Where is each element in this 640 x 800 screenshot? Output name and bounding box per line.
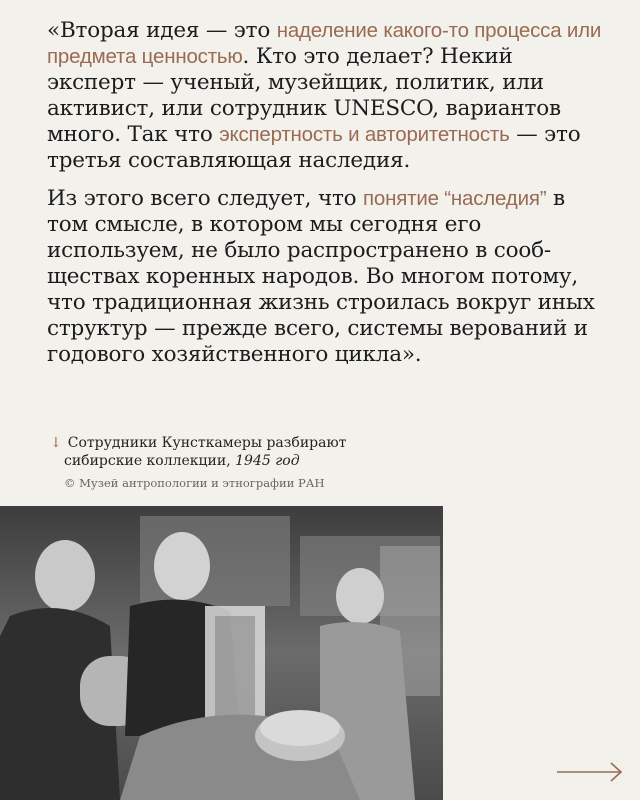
highlight-text: экспертность и авторитетность <box>219 123 510 146</box>
paragraph-2 <box>47 186 607 368</box>
photo-caption <box>50 434 470 492</box>
caption-line-1 <box>50 434 470 452</box>
article-text <box>47 18 607 380</box>
paragraph-text: Из этого всего следует, что <box>47 186 364 211</box>
arrow-right-icon[interactable] <box>555 760 625 784</box>
highlight-text: понятие “наследия” <box>363 187 547 210</box>
highlight-text: наделение какого-то процесса или предмета ценностью <box>47 19 602 68</box>
paragraph-text: «Вторая идея — это <box>47 18 277 43</box>
caption-line-2 <box>50 452 470 470</box>
caption-year: 1945 год <box>235 453 300 469</box>
archival-photo <box>0 506 443 800</box>
paragraph-1 <box>47 18 607 174</box>
paragraph-text: в том смысле, в котором мы сегодня его используем, не было распространено в сообществах коренных народов. Во многом потому, что традиционная жизнь строилась вокруг иных структур — прежде всего, системы верований и годового хозяйственного цикла». <box>47 186 595 367</box>
arrow-down-icon: ↓ <box>50 435 62 451</box>
paragraph-text: . Кто это делает? Некий эксперт — ученый, музейщик, политик, или активист, или сотрудник UNESCO, вариантов много. Так что <box>47 44 561 147</box>
caption-text: сибирские коллекции, <box>64 453 236 469</box>
photo-illustration <box>0 506 443 800</box>
paragraph-text: — это третья составляющая наследия. <box>47 122 581 173</box>
photo-credit: © Музей антропологии и этнографии РАН <box>64 476 325 490</box>
caption-text: Сотрудники Кунсткамеры разбирают <box>67 435 347 451</box>
